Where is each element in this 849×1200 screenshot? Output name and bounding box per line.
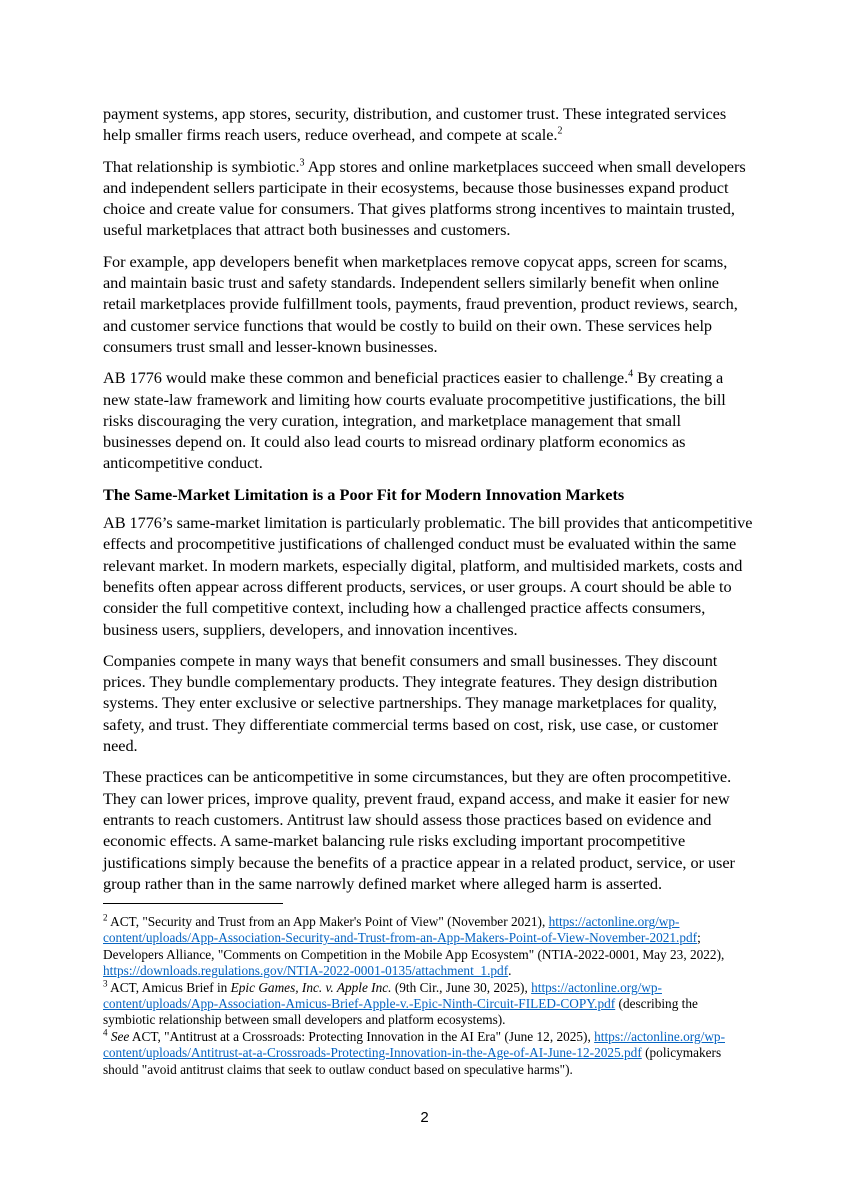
paragraph-group-intro bbox=[103, 103, 753, 474]
text-run: ACT, "Antitrust at a Crossroads: Protecting Innovation in the AI Era" (June 12, 2025), bbox=[129, 1028, 595, 1044]
text-run: These practices can be anticompetitive in some circumstances, but they are often procompetitive. They can lower prices, improve quality, prevent fraud, expand access, and make it easier for new entrants to reach customers. Antitrust law should assess those practices based on evidence and economic effects. A same-market balancing rule risks excluding important procompetitive justifications simply because the benefits of a practice appear in a related product, service, or user group rather than in the same narrowly defined market where alleged harm is asserted. bbox=[103, 767, 735, 893]
footnote-ref: 3 bbox=[103, 978, 108, 989]
text-run: By creating a new state-law framework and limiting how courts evaluate procompetitive justifications, the bill risks discouraging the very curation, integration, and marketplace management that small businesses depend on. It could also lead courts to misread ordinary platform economics as anticompetitive conduct. bbox=[103, 368, 726, 473]
page-number: 2 bbox=[420, 1109, 429, 1126]
text-run: ; Developers Alliance, "Comments on Competition in the Mobile App Ecosystem" (NTIA-2022-0001, May 23, 2022), bbox=[103, 930, 725, 962]
hyperlink[interactable]: https://actonline.org/wp-content/uploads/Antitrust-at-a-Crossroads-Protecting-Innovation-in-the-Age-of-AI-June-12-2025.pdf bbox=[103, 1028, 725, 1061]
footnote-ref: 4 bbox=[628, 368, 634, 380]
footnote bbox=[103, 1029, 753, 1078]
text-run: ACT, Amicus Brief in bbox=[107, 979, 231, 995]
text-run: ACT, "Security and Trust from an App Maker's Point of View" (November 2021), bbox=[107, 914, 549, 929]
body-paragraph bbox=[103, 766, 753, 894]
text-run: AB 1776’s same-market limitation is particularly problematic. The bill provides that anticompetitive effects and procompetitive justifications of challenged conduct must be evaluated within the same relevant market. In modern markets, especially digital, platform, and multisided markets, costs and benefits often appear across different products, services, or user groups. A court should be able to consider the full competitive context, including how a challenged practice affects consumers, business users, suppliers, developers, and innovation incentives. bbox=[103, 513, 753, 639]
text-run: App stores and online marketplaces succeed when small developers and independent sellers participate in their ecosystems, because those businesses expand product choice and create value for consumers. That gives platforms strong incentives to maintain trusted, useful marketplaces that attract both businesses and customers. bbox=[103, 156, 746, 240]
text-run: Companies compete in many ways that benefit consumers and small businesses. They discount prices. They bundle complementary products. They integrate features. They design distribution systems. They enter exclusive or selective partnerships. They manage marketplaces for quality, safety, and trust. They differentiate commercial terms based on cost, risk, use case, or customer need. bbox=[103, 650, 719, 756]
footnote-ref: 2 bbox=[103, 912, 108, 923]
italic-text: Epic Games, Inc. v. Apple Inc. bbox=[230, 979, 392, 995]
footnote-ref: 4 bbox=[103, 1027, 108, 1038]
body-paragraph bbox=[103, 103, 753, 146]
italic-text: See bbox=[110, 1028, 130, 1044]
footnote-separator bbox=[103, 903, 283, 904]
text-run: For example, app developers benefit when marketplaces remove copycat apps, screen for scams, and maintain basic trust and safety standards. Independent sellers similarly benefit when online retail marketplaces provide fulfillment tools, payments, fraud prevention, product reviews, search, and customer service functions that would be costly to build on their own. These services help consumers trust small and lesser-known businesses. bbox=[103, 251, 738, 356]
text-run: . bbox=[508, 963, 512, 979]
section-heading: The Same-Market Limitation is a Poor Fit for Modern Innovation Markets bbox=[103, 484, 625, 504]
footnote bbox=[103, 914, 753, 980]
text-run: payment systems, app stores, security, distribution, and customer trust. These integrated services help smaller firms reach users, reduce overhead, and compete at scale. bbox=[103, 104, 727, 145]
text-run: (9th Cir., June 30, 2025), bbox=[391, 979, 532, 995]
text-run: AB 1776 would make these common and beneficial practices easier to challenge. bbox=[103, 368, 629, 388]
paragraph-group-section bbox=[103, 512, 753, 894]
footnote-ref: 3 bbox=[299, 157, 305, 169]
body-text bbox=[103, 103, 753, 904]
hyperlink[interactable]: https://actonline.org/wp-content/uploads/App-Association-Amicus-Brief-Apple-v.-Epic-Ninth-Circuit-FILED-COPY.pdf bbox=[103, 979, 662, 1012]
text-run: (describing the symbiotic relationship between small developers and platform ecosystems). bbox=[103, 996, 698, 1028]
body-paragraph bbox=[103, 156, 753, 241]
body-paragraph bbox=[103, 251, 753, 357]
footnotes bbox=[103, 914, 753, 1078]
body-paragraph bbox=[103, 650, 753, 756]
hyperlink[interactable]: https://actonline.org/wp-content/uploads/App-Association-Security-and-Trust-from-an-App-Makers-Point-of-View-November-2021.pdf bbox=[103, 914, 698, 946]
footnote bbox=[103, 980, 753, 1029]
hyperlink[interactable]: https://downloads.regulations.gov/NTIA-2022-0001-0135/attachment_1.pdf bbox=[103, 963, 509, 979]
text-run: (policymakers should "avoid antitrust claims that seek to outlaw conduct based on speculative harms"). bbox=[103, 1045, 722, 1077]
body-paragraph bbox=[103, 367, 753, 473]
body-paragraph bbox=[103, 512, 753, 640]
footnote-ref: 2 bbox=[557, 125, 563, 137]
text-run: That relationship is symbiotic. bbox=[103, 156, 300, 176]
